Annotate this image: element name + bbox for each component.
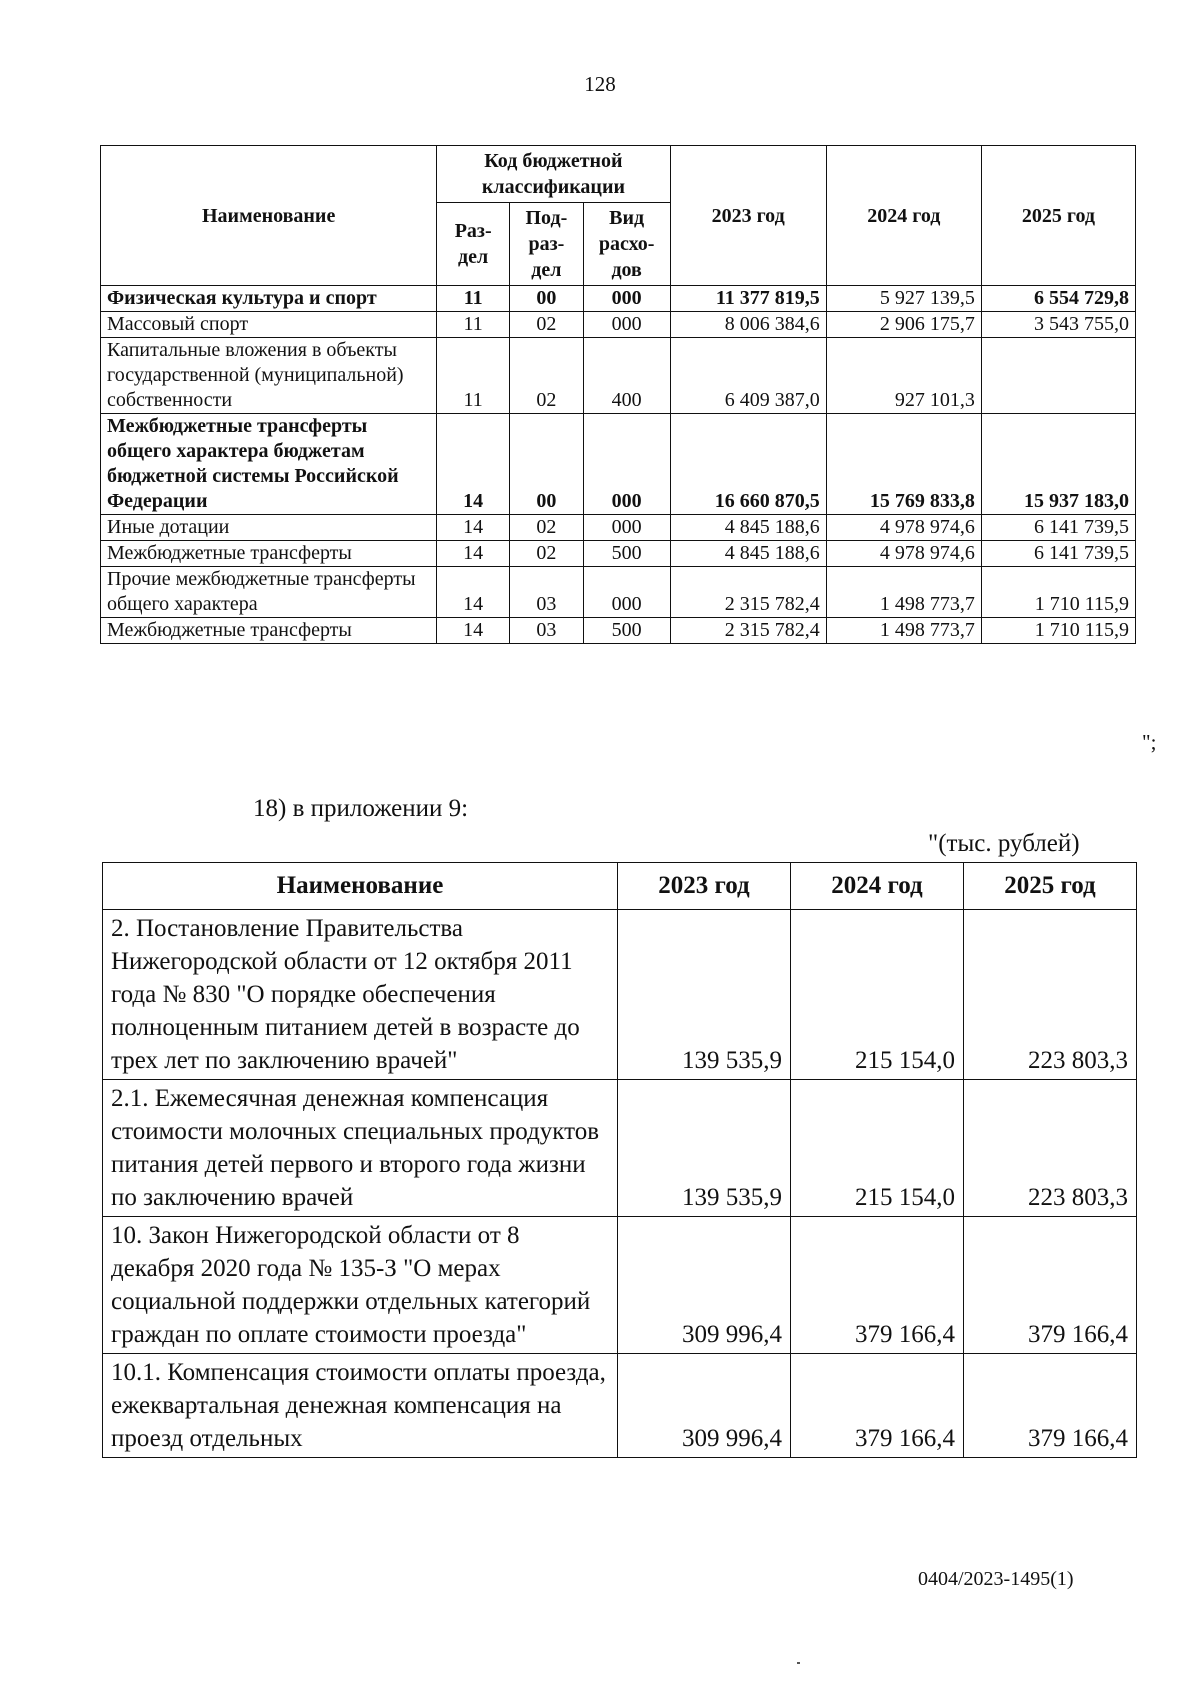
row-2025: 223 803,3	[964, 1080, 1137, 1217]
closing-quote-mark: ";	[1142, 730, 1157, 754]
table-row	[103, 1080, 1137, 1217]
header-subsection: Под-раз-дел	[509, 203, 583, 286]
row-name: Массовый спорт	[101, 312, 437, 338]
row-section: 11	[437, 286, 510, 312]
row-2024: 215 154,0	[791, 910, 964, 1080]
units-note: "(тыс. рублей)	[928, 830, 1080, 857]
row-expense-type: 400	[583, 338, 670, 414]
table-row	[103, 1354, 1137, 1458]
row-2024: 379 166,4	[791, 1217, 964, 1354]
row-2023: 6 409 387,0	[670, 338, 826, 414]
row-2025	[981, 338, 1135, 414]
header-name: Наименование	[103, 863, 618, 910]
row-2023: 309 996,4	[618, 1354, 791, 1458]
page-number: 128	[584, 72, 616, 96]
row-subsection: 02	[509, 515, 583, 541]
row-expense-type: 500	[583, 541, 670, 567]
header-expense-type: Вид расхо-дов	[583, 203, 670, 286]
row-name: Физическая культура и спорт	[101, 286, 437, 312]
section-heading: 18) в приложении 9:	[253, 795, 469, 822]
header-2025: 2025 год	[964, 863, 1137, 910]
header-2024: 2024 год	[826, 146, 981, 286]
row-2024: 927 101,3	[826, 338, 981, 414]
row-2024: 4 978 974,6	[826, 515, 981, 541]
row-name: Межбюджетные трансферты	[101, 618, 437, 644]
row-expense-type: 000	[583, 414, 670, 515]
row-expense-type: 000	[583, 312, 670, 338]
row-2025: 6 554 729,8	[981, 286, 1135, 312]
table-row	[101, 515, 1136, 541]
row-2023: 2 315 782,4	[670, 567, 826, 618]
row-2024: 215 154,0	[791, 1080, 964, 1217]
row-2023: 16 660 870,5	[670, 414, 826, 515]
row-2024: 2 906 175,7	[826, 312, 981, 338]
row-name: Прочие межбюджетные трансферты общего характера	[101, 567, 437, 618]
table-row	[101, 338, 1136, 414]
row-expense-type: 500	[583, 618, 670, 644]
row-name: Капитальные вложения в объекты государственной (муниципальной) собственности	[101, 338, 437, 414]
row-subsection: 02	[509, 312, 583, 338]
row-subsection: 02	[509, 541, 583, 567]
row-subsection: 00	[509, 286, 583, 312]
row-expense-type: 000	[583, 515, 670, 541]
row-2025: 379 166,4	[964, 1354, 1137, 1458]
table-row	[103, 1217, 1137, 1354]
row-2024: 1 498 773,7	[826, 618, 981, 644]
row-name: Иные дотации	[101, 515, 437, 541]
scan-speck	[797, 1662, 800, 1664]
row-2023: 11 377 819,5	[670, 286, 826, 312]
row-subsection: 03	[509, 567, 583, 618]
row-2024: 5 927 139,5	[826, 286, 981, 312]
header-name: Наименование	[101, 146, 437, 286]
row-name: 10. Закон Нижегородской области от 8 декабря 2020 года № 135-З "О мерах социальной поддержки отдельных категорий граждан по оплате стоимости проезда"	[103, 1217, 618, 1354]
row-2025: 1 710 115,9	[981, 567, 1135, 618]
table-row	[101, 312, 1136, 338]
row-name: Межбюджетные трансферты	[101, 541, 437, 567]
header-2024: 2024 год	[791, 863, 964, 910]
row-2025: 15 937 183,0	[981, 414, 1135, 515]
row-section: 11	[437, 312, 510, 338]
row-2023: 8 006 384,6	[670, 312, 826, 338]
row-name: 10.1. Компенсация стоимости оплаты проезда, ежеквартальная денежная компенсация на проезд отдельных	[103, 1354, 618, 1458]
row-2025: 6 141 739,5	[981, 541, 1135, 567]
row-2025: 3 543 755,0	[981, 312, 1135, 338]
row-2025: 1 710 115,9	[981, 618, 1135, 644]
table-row	[101, 618, 1136, 644]
row-2024: 379 166,4	[791, 1354, 964, 1458]
row-subsection: 00	[509, 414, 583, 515]
table-row	[101, 414, 1136, 515]
row-2023: 2 315 782,4	[670, 618, 826, 644]
header-section: Раз-дел	[437, 203, 510, 286]
row-2023: 4 845 188,6	[670, 515, 826, 541]
row-2023: 139 535,9	[618, 1080, 791, 1217]
row-2023: 4 845 188,6	[670, 541, 826, 567]
row-2023: 139 535,9	[618, 910, 791, 1080]
row-section: 14	[437, 618, 510, 644]
row-section: 14	[437, 414, 510, 515]
row-2023: 309 996,4	[618, 1217, 791, 1354]
row-section: 14	[437, 567, 510, 618]
row-section: 14	[437, 541, 510, 567]
table-row	[101, 541, 1136, 567]
document-code: 0404/2023-1495(1)	[918, 1568, 1074, 1590]
row-2025: 223 803,3	[964, 910, 1137, 1080]
row-section: 14	[437, 515, 510, 541]
row-name: 2.1. Ежемесячная денежная компенсация стоимости молочных специальных продуктов питания детей первого и второго года жизни по заключению врачей	[103, 1080, 618, 1217]
row-expense-type: 000	[583, 567, 670, 618]
row-2025: 379 166,4	[964, 1217, 1137, 1354]
row-2024: 15 769 833,8	[826, 414, 981, 515]
row-name: 2. Постановление Правительства Нижегородской области от 12 октября 2011 года № 830 "О порядке обеспечения полноценным питанием детей в возрасте до трех лет по заключению врачей"	[103, 910, 618, 1080]
header-code-group: Код бюджетной классификации	[437, 146, 670, 203]
row-section: 11	[437, 338, 510, 414]
row-subsection: 02	[509, 338, 583, 414]
table-row	[101, 567, 1136, 618]
header-2023: 2023 год	[670, 146, 826, 286]
row-2024: 1 498 773,7	[826, 567, 981, 618]
row-expense-type: 000	[583, 286, 670, 312]
table-row	[103, 910, 1137, 1080]
row-name: Межбюджетные трансферты общего характера бюджетам бюджетной системы Российской Федерации	[101, 414, 437, 515]
header-2025: 2025 год	[981, 146, 1135, 286]
header-2023: 2023 год	[618, 863, 791, 910]
budget-classification-table	[100, 145, 1136, 644]
row-2024: 4 978 974,6	[826, 541, 981, 567]
row-subsection: 03	[509, 618, 583, 644]
appendix-9-table	[102, 862, 1137, 1458]
table-row	[101, 286, 1136, 312]
row-2025: 6 141 739,5	[981, 515, 1135, 541]
